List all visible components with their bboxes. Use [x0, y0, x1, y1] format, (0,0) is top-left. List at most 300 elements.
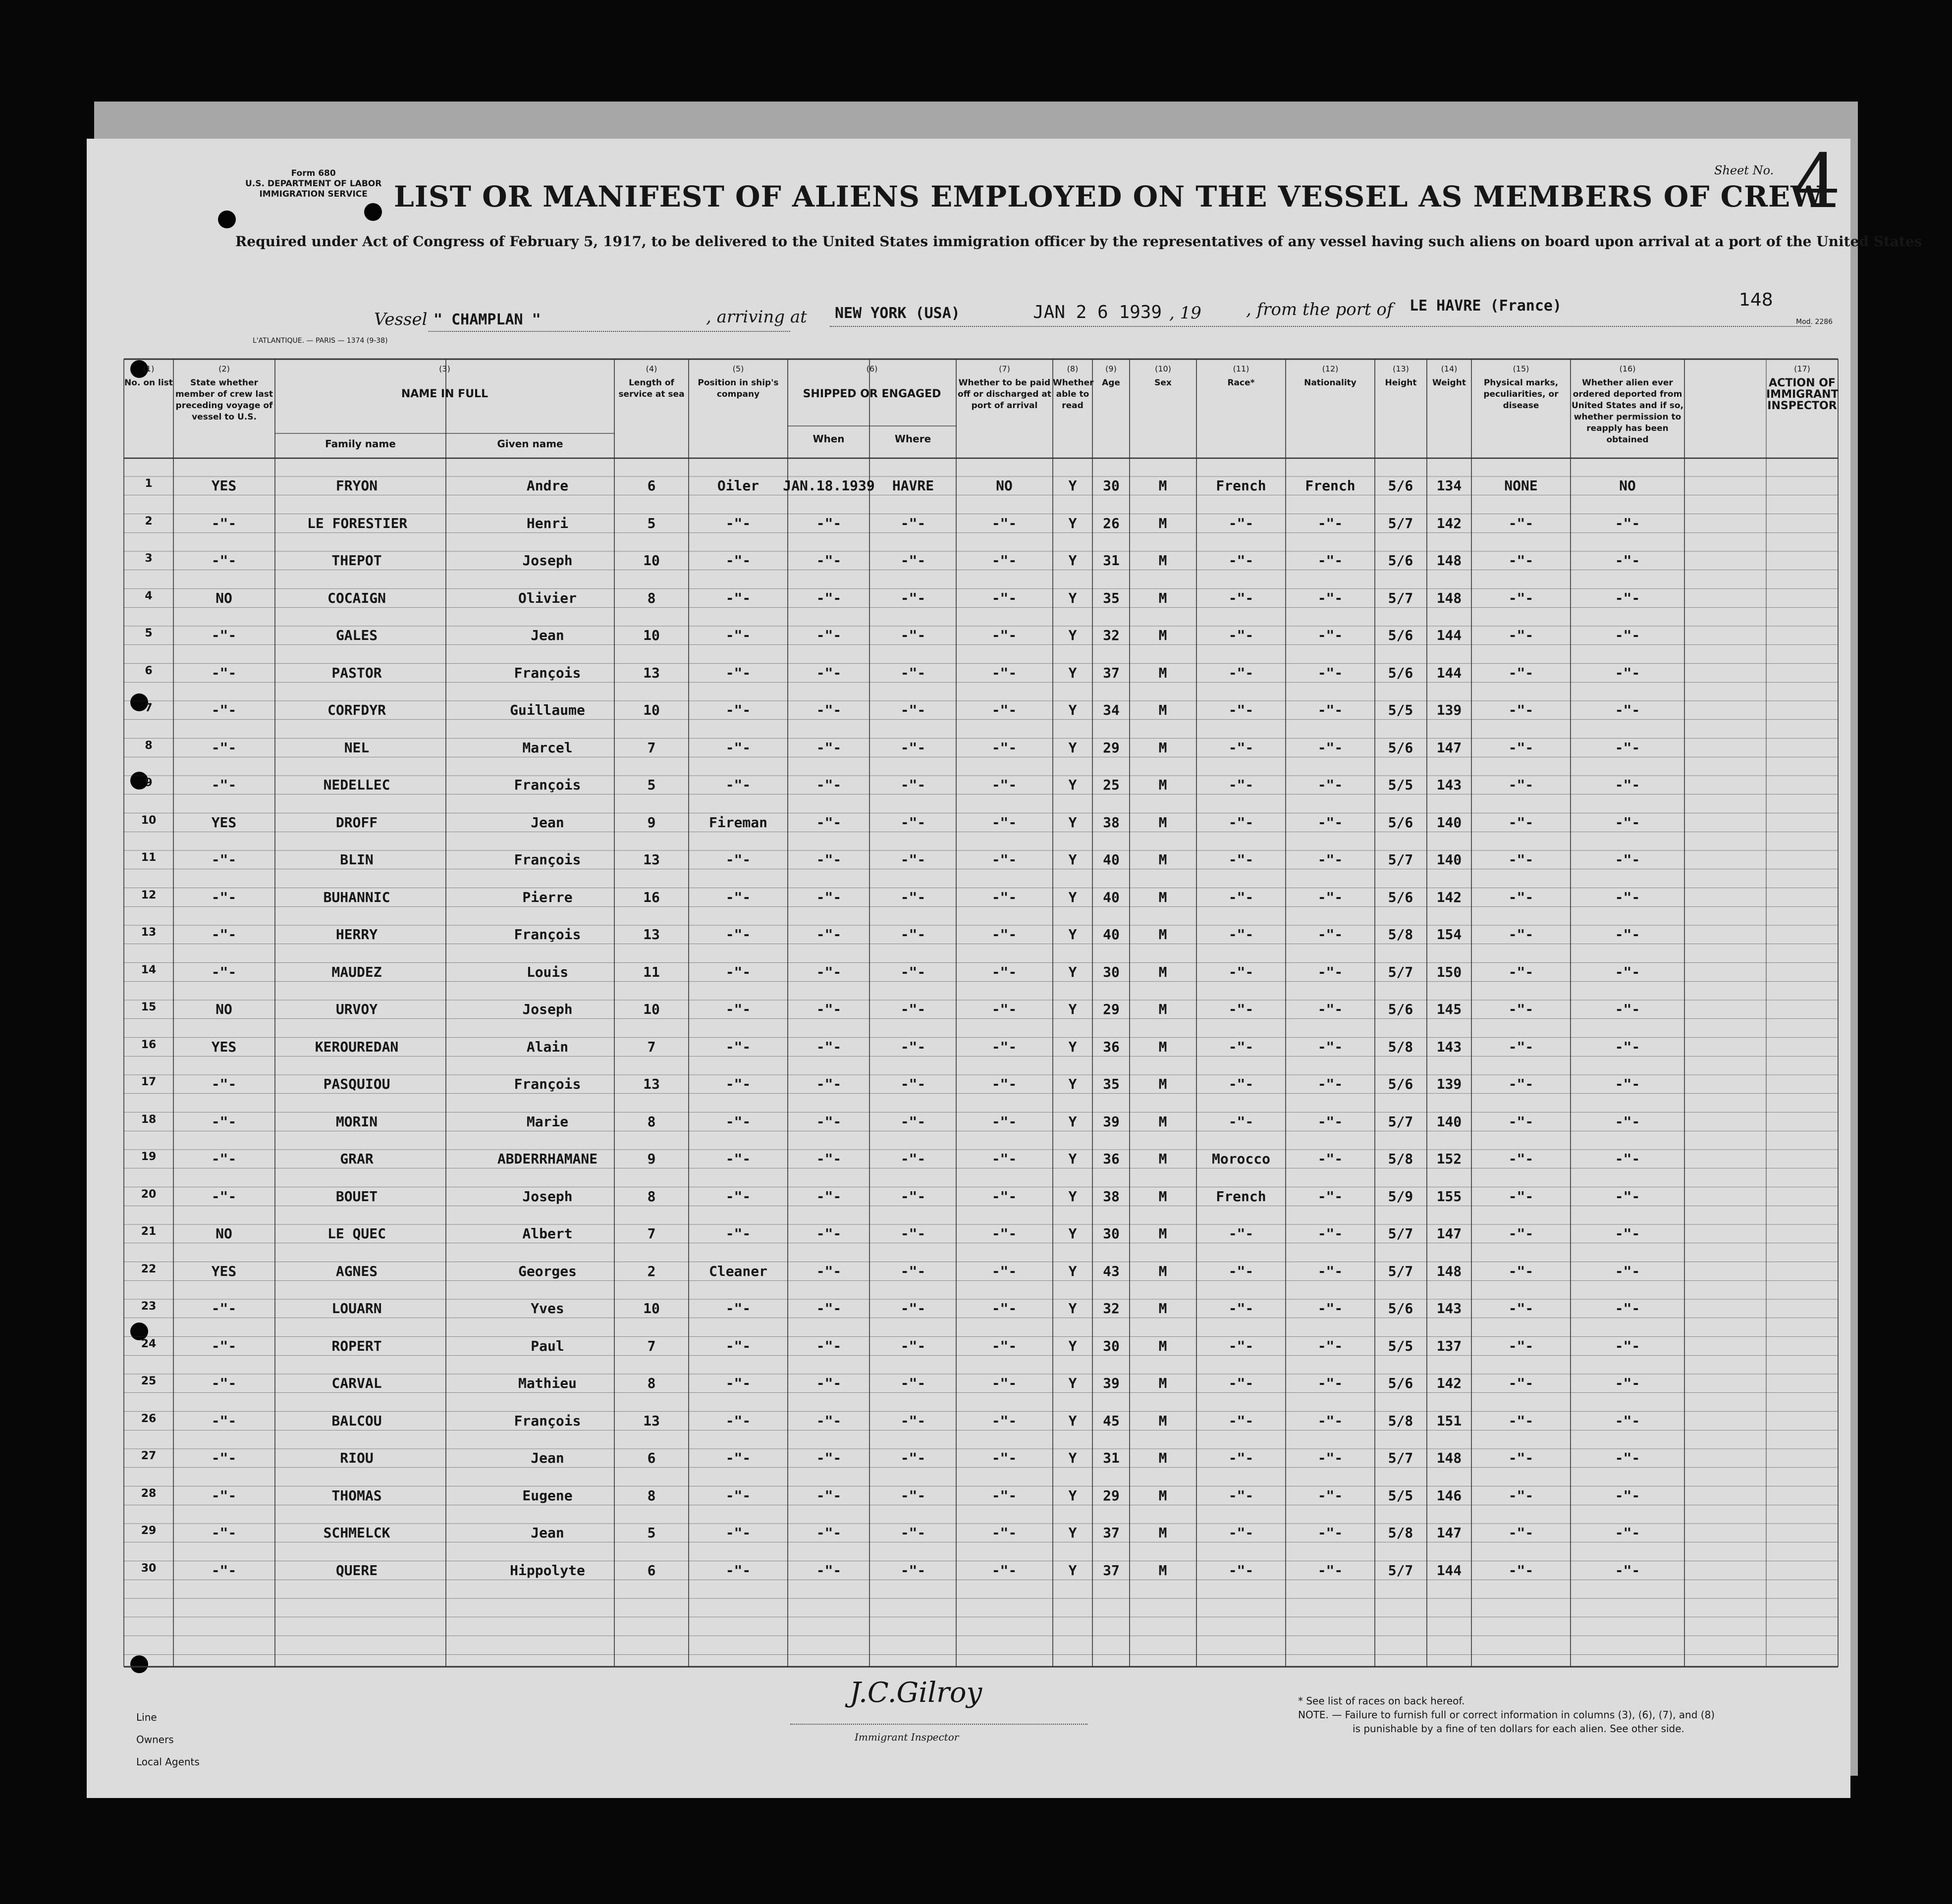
table-cell: -"-	[725, 702, 751, 718]
table-cell: Georges	[518, 1263, 577, 1279]
arriving-port: NEW YORK (USA)	[835, 305, 960, 322]
table-cell: -"-	[900, 814, 926, 831]
table-cell: -"-	[900, 1337, 926, 1354]
column-header	[1053, 363, 1092, 412]
table-cell: M	[1158, 1225, 1167, 1242]
table-cell: 26	[1103, 515, 1120, 531]
table-cell: M	[1158, 702, 1167, 718]
column-label: SHIPPED OR ENGAGED	[803, 388, 941, 400]
table-cell: Jean	[531, 627, 564, 643]
table-cell: Y	[1068, 814, 1077, 831]
table-cell: -"-	[816, 963, 842, 980]
column-header	[1427, 363, 1471, 389]
table-cell: -"-	[1228, 777, 1254, 793]
column-header	[1766, 363, 1838, 412]
table-cell: -"-	[1508, 1450, 1534, 1466]
row-number: 26	[141, 1412, 157, 1425]
table-cell: Y	[1068, 1525, 1077, 1541]
table-cell: 147	[1436, 1225, 1462, 1242]
table-cell: -"-	[1228, 1300, 1254, 1317]
table-cell: -"-	[900, 1375, 926, 1391]
table-cell: -"-	[1228, 1263, 1254, 1279]
table-cell: YES	[211, 814, 237, 831]
table-cell: 140	[1436, 814, 1462, 831]
table-cell: Y	[1068, 1225, 1077, 1242]
table-cell: -"-	[725, 1375, 751, 1391]
table-cell: -"-	[1228, 589, 1254, 606]
table-cell: -"-	[900, 1300, 926, 1317]
table-cell: 143	[1436, 1300, 1462, 1317]
table-cell: -"-	[1615, 664, 1640, 681]
sheet-number: 4	[1793, 139, 1841, 225]
table-cell: 7	[647, 1038, 656, 1055]
column-header	[1375, 363, 1427, 389]
row-number: 2	[145, 515, 153, 528]
table-cell: -"-	[991, 814, 1017, 831]
table-cell: -"-	[1228, 552, 1254, 569]
table-cell: -"-	[900, 739, 926, 756]
table-cell: -"-	[1508, 1076, 1534, 1092]
table-cell: 2	[647, 1263, 656, 1279]
row-number: 4	[145, 589, 153, 602]
row-number: 29	[141, 1525, 157, 1537]
column-label: Whether to be paid off or discharged at port of arrival	[958, 378, 1051, 411]
table-cell: BOUET	[335, 1188, 378, 1205]
table-cell: Joseph	[522, 552, 573, 569]
table-cell: 140	[1436, 1113, 1462, 1130]
table-cell: -"-	[1508, 1412, 1534, 1429]
table-cell: M	[1158, 664, 1167, 681]
table-cell: 5	[647, 777, 656, 793]
table-cell: -"-	[211, 515, 237, 531]
table-cell: 5/7	[1388, 515, 1413, 531]
table-cell: 5/5	[1388, 1487, 1413, 1504]
column-header	[1196, 363, 1286, 389]
table-cell: -"-	[991, 777, 1017, 793]
table-cell: -"-	[1317, 1263, 1343, 1279]
table-cell: 152	[1436, 1151, 1462, 1167]
table-cell: -"-	[1228, 1525, 1254, 1541]
table-cell: 38	[1103, 814, 1120, 831]
table-cell: THEPOT	[331, 552, 382, 569]
table-cell: -"-	[1228, 1076, 1254, 1092]
table-cell: -"-	[1615, 851, 1640, 868]
row-number: 5	[145, 627, 153, 639]
table-cell: 5/6	[1388, 627, 1413, 643]
table-cell: -"-	[1228, 1225, 1254, 1242]
table-cell: -"-	[991, 1151, 1017, 1167]
table-cell: -"-	[1228, 963, 1254, 980]
table-cell: -"-	[816, 1151, 842, 1167]
row-number: 8	[145, 739, 153, 752]
table-cell: 5/8	[1388, 1151, 1413, 1167]
table-cell: Paul	[531, 1337, 564, 1354]
table-cell: -"-	[1317, 1375, 1343, 1391]
table-cell: 37	[1103, 1525, 1120, 1541]
table-cell: -"-	[900, 702, 926, 718]
table-cell: -"-	[900, 664, 926, 681]
table-cell: -"-	[816, 1300, 842, 1317]
table-cell: -"-	[725, 889, 751, 905]
table-cell: Joseph	[522, 1001, 573, 1017]
table-cell: Albert	[522, 1225, 573, 1242]
table-cell: -"-	[991, 963, 1017, 980]
year-label: , 19	[1169, 303, 1201, 323]
table-cell: -"-	[725, 627, 751, 643]
table-cell: 150	[1436, 963, 1462, 980]
table-cell: -"-	[991, 1525, 1017, 1541]
table-cell: -"-	[1508, 1038, 1534, 1055]
table-cell: -"-	[816, 1225, 842, 1242]
table-cell: 9	[647, 1151, 656, 1167]
table-cell: -"-	[816, 814, 842, 831]
table-cell: 5/6	[1388, 1375, 1413, 1391]
table-cell: Y	[1068, 1076, 1077, 1092]
table-cell: -"-	[816, 1076, 842, 1092]
table-cell: -"-	[725, 589, 751, 606]
table-cell: NO	[216, 1225, 232, 1242]
table-cell: 5/7	[1388, 1113, 1413, 1130]
table-cell: 7	[647, 1337, 656, 1354]
table-cell: -"-	[725, 1337, 751, 1354]
table-cell: -"-	[1615, 702, 1640, 718]
table-cell: -"-	[1508, 1487, 1534, 1504]
column-header	[1471, 363, 1571, 412]
table-cell: -"-	[1508, 1562, 1534, 1579]
table-cell: -"-	[816, 739, 842, 756]
table-cell: Y	[1068, 477, 1077, 494]
table-cell: 154	[1436, 926, 1462, 943]
table-cell: French	[1216, 477, 1266, 494]
table-cell: -"-	[816, 926, 842, 943]
table-cell: -"-	[1317, 889, 1343, 905]
table-cell: 31	[1103, 1450, 1120, 1466]
table-cell: -"-	[1615, 777, 1640, 793]
table-cell: Y	[1068, 926, 1077, 943]
table-cell: M	[1158, 963, 1167, 980]
table-cell: FRYON	[335, 477, 378, 494]
table-cell: -"-	[900, 1188, 926, 1205]
table-cell: -"-	[1228, 814, 1254, 831]
row-number: 14	[141, 963, 157, 976]
table-cell: 35	[1103, 589, 1120, 606]
table-cell: -"-	[991, 1188, 1017, 1205]
table-cell: 8	[647, 1113, 656, 1130]
table-cell: LOUARN	[331, 1300, 382, 1317]
table-cell: Yves	[531, 1300, 564, 1317]
column-subheader: Given name	[497, 438, 563, 450]
table-cell: -"-	[211, 1562, 237, 1579]
table-cell: -"-	[211, 889, 237, 905]
table-cell: M	[1158, 1113, 1167, 1130]
table-cell: -"-	[1228, 627, 1254, 643]
table-cell: NONE	[1504, 477, 1538, 494]
table-cell: M	[1158, 1562, 1167, 1579]
table-cell: Joseph	[522, 1188, 573, 1205]
column-header	[173, 363, 275, 423]
table-cell: -"-	[991, 627, 1017, 643]
table-cell: -"-	[900, 851, 926, 868]
note-races: * See list of races on back hereof.	[1298, 1695, 1465, 1707]
table-cell: Y	[1068, 1450, 1077, 1466]
table-cell: YES	[211, 477, 237, 494]
table-cell: Pierre	[522, 889, 573, 905]
column-header	[1286, 363, 1375, 389]
row-number: 25	[141, 1375, 157, 1387]
table-cell: -"-	[1317, 1151, 1343, 1167]
table-cell: -"-	[991, 1300, 1017, 1317]
table-cell: -"-	[725, 1188, 751, 1205]
table-cell: -"-	[1317, 926, 1343, 943]
table-cell: 29	[1103, 1487, 1120, 1504]
table-cell: Eugene	[522, 1487, 573, 1504]
table-cell: Y	[1068, 1562, 1077, 1579]
table-cell: -"-	[900, 1038, 926, 1055]
table-cell: -"-	[211, 1151, 237, 1167]
table-cell: -"-	[1228, 1450, 1254, 1466]
vessel-label: Vessel	[374, 310, 428, 329]
table-cell: -"-	[1615, 1151, 1640, 1167]
table-cell: QUERE	[335, 1562, 378, 1579]
table-cell: French	[1216, 1188, 1266, 1205]
table-cell: 10	[643, 627, 660, 643]
table-cell: -"-	[816, 1188, 842, 1205]
table-cell: LE QUEC	[327, 1225, 386, 1242]
table-cell: 5/7	[1388, 1225, 1413, 1242]
table-cell: -"-	[211, 552, 237, 569]
table-cell: -"-	[816, 889, 842, 905]
table-cell: Henri	[526, 515, 569, 531]
table-cell: -"-	[1508, 515, 1534, 531]
table-cell: -"-	[1508, 1300, 1534, 1317]
column-header	[956, 363, 1053, 412]
row-number: 28	[141, 1487, 157, 1500]
table-cell: -"-	[991, 1337, 1017, 1354]
table-cell: NEL	[344, 739, 370, 756]
table-cell: -"-	[725, 963, 751, 980]
table-cell: NO	[1619, 477, 1636, 494]
from-port: LE HAVRE (France)	[1410, 297, 1562, 315]
table-cell: M	[1158, 1300, 1167, 1317]
inspector-label: Immigrant Inspector	[855, 1731, 959, 1743]
table-cell: -"-	[211, 1525, 237, 1541]
table-cell: 142	[1436, 515, 1462, 531]
table-cell: -"-	[1317, 777, 1343, 793]
table-cell: 13	[643, 664, 660, 681]
column-header	[1092, 363, 1130, 389]
column-label: Whether able to read	[1053, 378, 1094, 411]
table-cell: -"-	[1508, 1001, 1534, 1017]
table-cell: -"-	[1317, 1113, 1343, 1130]
table-cell: BLIN	[340, 851, 374, 868]
table-cell: 5	[647, 1525, 656, 1541]
column-label: NAME IN FULL	[401, 388, 488, 400]
table-cell: 5/7	[1388, 1562, 1413, 1579]
table-cell: -"-	[1615, 1412, 1640, 1429]
table-cell: 5/6	[1388, 739, 1413, 756]
table-cell: -"-	[1615, 1225, 1640, 1242]
row-number: 20	[141, 1188, 157, 1201]
table-cell: -"-	[725, 552, 751, 569]
table-cell: -"-	[725, 1225, 751, 1242]
row-number: 1	[145, 477, 153, 490]
table-cell: -"-	[725, 1412, 751, 1429]
column-header	[124, 363, 173, 389]
column-number: (12)	[1322, 364, 1339, 373]
table-cell: -"-	[900, 777, 926, 793]
column-number: (3)	[439, 364, 450, 373]
table-cell: 8	[647, 589, 656, 606]
column-number: (9)	[1105, 364, 1117, 373]
manifest-sheet	[87, 139, 1922, 1798]
row-number: 23	[141, 1300, 157, 1313]
table-cell: 32	[1103, 627, 1120, 643]
column-number: (14)	[1441, 364, 1458, 373]
table-cell: -"-	[1508, 1225, 1534, 1242]
table-cell: -"-	[991, 1001, 1017, 1017]
table-cell: 25	[1103, 777, 1120, 793]
table-cell: 5/6	[1388, 889, 1413, 905]
table-cell: -"-	[816, 777, 842, 793]
table-cell: -"-	[1615, 1487, 1640, 1504]
table-cell: -"-	[1317, 702, 1343, 718]
table-cell: M	[1158, 889, 1167, 905]
table-cell: -"-	[900, 1562, 926, 1579]
table-cell: 39	[1103, 1375, 1120, 1391]
table-cell: 144	[1436, 627, 1462, 643]
table-cell: -"-	[900, 1113, 926, 1130]
table-cell: -"-	[900, 1487, 926, 1504]
table-cell: 5	[647, 515, 656, 531]
table-cell: 39	[1103, 1113, 1120, 1130]
table-cell: MAUDEZ	[331, 963, 382, 980]
form-number: Form 680	[291, 168, 336, 178]
table-cell: -"-	[816, 1487, 842, 1504]
table-cell: -"-	[725, 1525, 751, 1541]
table-cell: -"-	[1317, 1337, 1343, 1354]
table-cell: Y	[1068, 777, 1077, 793]
table-cell: -"-	[1508, 814, 1534, 831]
table-cell: 8	[647, 1188, 656, 1205]
table-cell: 31	[1103, 552, 1120, 569]
row-number: 15	[141, 1001, 157, 1013]
table-cell: -"-	[991, 702, 1017, 718]
table-cell: -"-	[211, 627, 237, 643]
table-cell: BALCOU	[331, 1412, 382, 1429]
table-cell: PASTOR	[331, 664, 382, 681]
table-cell: -"-	[816, 1113, 842, 1130]
table-cell: Y	[1068, 1113, 1077, 1130]
table-cell: -"-	[900, 1525, 926, 1541]
table-cell: M	[1158, 814, 1167, 831]
table-cell: Y	[1068, 851, 1077, 868]
table-cell: RIOU	[340, 1450, 374, 1466]
column-header	[275, 363, 614, 400]
table-cell: -"-	[1508, 851, 1534, 868]
table-cell: 43	[1103, 1263, 1120, 1279]
table-cell: -"-	[211, 1412, 237, 1429]
row-number: 18	[141, 1113, 157, 1126]
table-cell: -"-	[1615, 1188, 1640, 1205]
table-cell: 140	[1436, 851, 1462, 868]
table-cell: 5/6	[1388, 814, 1413, 831]
table-cell: -"-	[1508, 1113, 1534, 1130]
column-number: (7)	[999, 364, 1010, 373]
table-cell: Jean	[531, 814, 564, 831]
table-cell: -"-	[1228, 1412, 1254, 1429]
table-cell: -"-	[1228, 1375, 1254, 1391]
table-cell: M	[1158, 1525, 1167, 1541]
table-cell: -"-	[991, 1263, 1017, 1279]
column-subheader: When	[813, 433, 845, 445]
table-cell: Y	[1068, 1188, 1077, 1205]
table-cell: M	[1158, 552, 1167, 569]
table-cell: -"-	[1317, 552, 1343, 569]
table-cell: -"-	[991, 1375, 1017, 1391]
table-cell: Hippolyte	[510, 1562, 585, 1579]
table-cell: YES	[211, 1263, 237, 1279]
table-cell: 9	[647, 814, 656, 831]
table-cell: -"-	[1317, 1412, 1343, 1429]
table-cell: Y	[1068, 739, 1077, 756]
from-label: , from the port of	[1246, 300, 1393, 319]
local-agents-label: Local Agents	[136, 1756, 200, 1768]
row-number: 12	[141, 889, 157, 901]
table-cell: Y	[1068, 627, 1077, 643]
table-cell: -"-	[1317, 515, 1343, 531]
table-cell: -"-	[211, 1076, 237, 1092]
table-cell: 5/6	[1388, 1076, 1413, 1092]
table-cell: 34	[1103, 702, 1120, 718]
column-label: No. on list	[124, 378, 173, 388]
table-cell: 142	[1436, 1375, 1462, 1391]
table-cell: -"-	[816, 1450, 842, 1466]
table-cell: -"-	[1508, 777, 1534, 793]
table-cell: -"-	[725, 1450, 751, 1466]
table-cell: -"-	[1615, 627, 1640, 643]
table-cell: 6	[647, 1450, 656, 1466]
table-cell: -"-	[816, 552, 842, 569]
table-cell: 5/6	[1388, 552, 1413, 569]
column-header	[788, 363, 956, 400]
table-cell: -"-	[816, 1038, 842, 1055]
table-cell: ROPERT	[331, 1337, 382, 1354]
table-cell: NO	[216, 589, 232, 606]
row-number: 21	[141, 1225, 157, 1238]
table-cell: NO	[216, 1001, 232, 1017]
table-cell: -"-	[816, 1263, 842, 1279]
table-cell: -"-	[1615, 1038, 1640, 1055]
table-cell: François	[514, 926, 581, 943]
table-cell: -"-	[211, 777, 237, 793]
table-cell: -"-	[900, 1151, 926, 1167]
table-cell: 7	[647, 739, 656, 756]
table-cell: -"-	[211, 664, 237, 681]
table-cell: -"-	[725, 1151, 751, 1167]
table-cell: 144	[1436, 1562, 1462, 1579]
table-cell: -"-	[211, 1375, 237, 1391]
table-cell: François	[514, 1076, 581, 1092]
table-cell: -"-	[725, 1076, 751, 1092]
table-cell: 5/6	[1388, 1300, 1413, 1317]
table-cell: -"-	[211, 926, 237, 943]
table-cell: -"-	[991, 1412, 1017, 1429]
column-label: Age	[1102, 378, 1120, 388]
column-number: (11)	[1233, 364, 1249, 373]
table-cell: 8	[647, 1487, 656, 1504]
table-cell: -"-	[1228, 702, 1254, 718]
table-cell: -"-	[1317, 1300, 1343, 1317]
